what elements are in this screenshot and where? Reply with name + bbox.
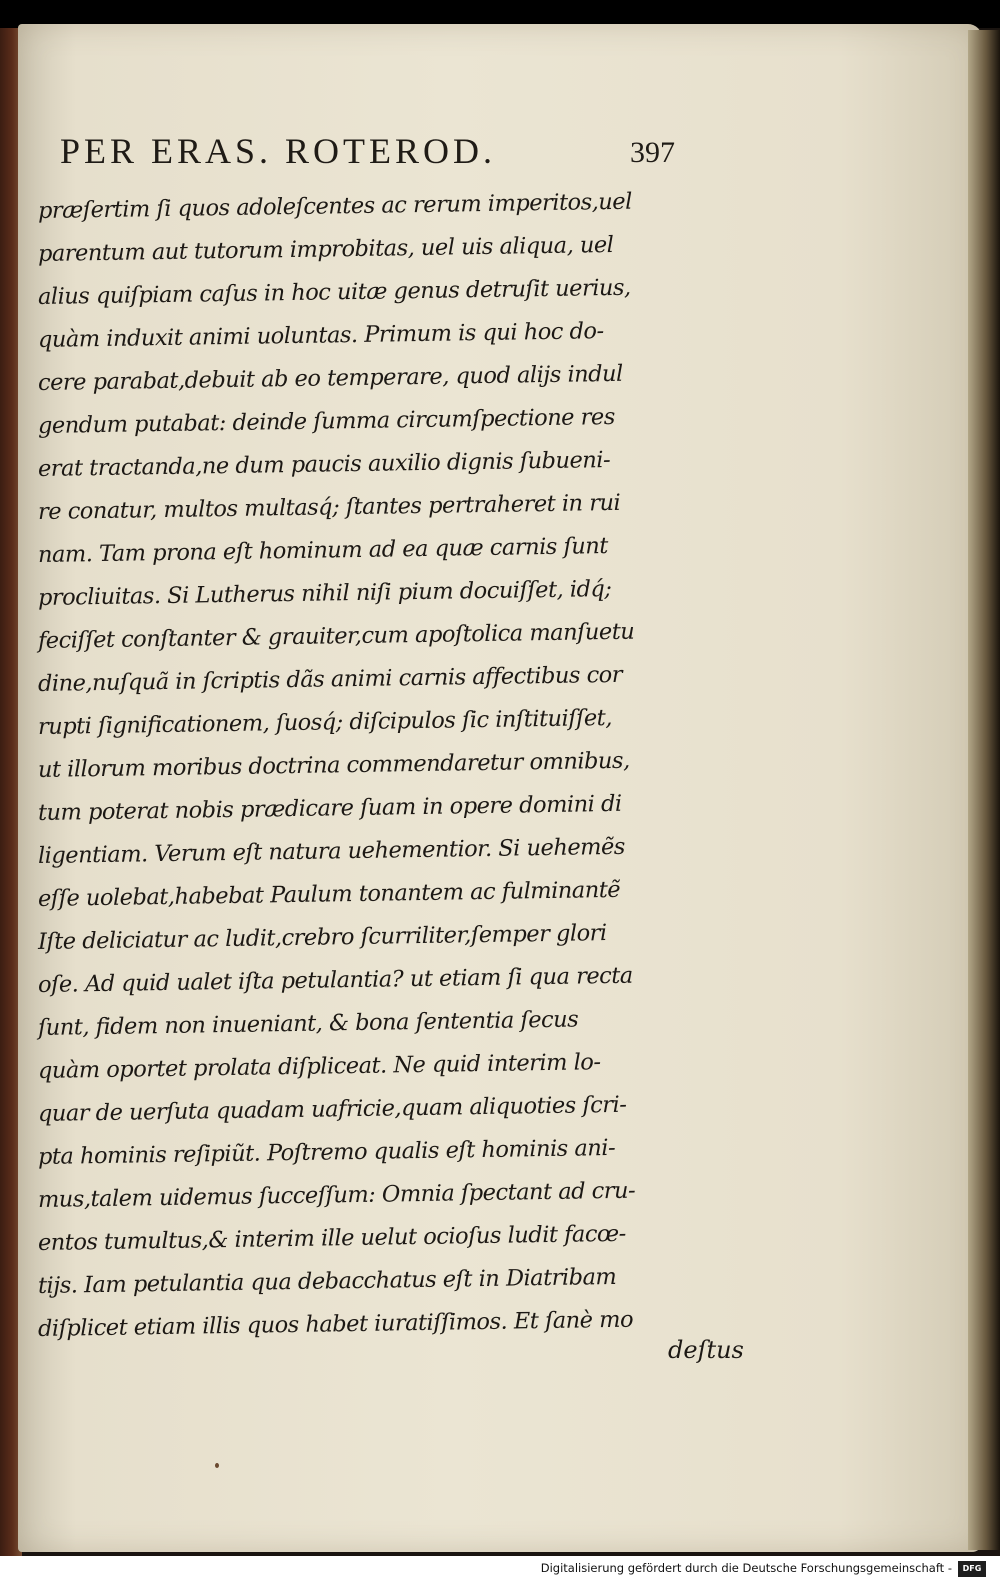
- text-line: gendum putabat: deinde ſumma circumſpectione res: [37, 403, 615, 439]
- running-head: PER ERAS. ROTEROD.: [60, 131, 497, 171]
- text-line: cere parabat,debuit ab eo temperare, quod alijs indul: [37, 360, 623, 396]
- page-number: 397: [630, 136, 675, 169]
- text-line: erat tractanda,ne dum paucis auxilio dignis ſubueni-: [37, 447, 611, 482]
- text-line: parentum aut tutorum improbitas, uel uis aliqua, uel: [37, 231, 614, 267]
- text-line: ut illorum moribus doctrina commendaretur omnibus,: [37, 747, 630, 783]
- ink-speck: [215, 1463, 219, 1468]
- text-line: re conatur, multos multasq́; ſtantes pertraheret in rui: [37, 489, 621, 525]
- digitization-credit: Digitalisierung gefördert durch die Deutsche Forschungsgemeinschaft -: [540, 1561, 952, 1575]
- catchword: deſtus: [668, 1336, 744, 1364]
- text-line: quàm induxit animi uoluntas. Primum is qui hoc do-: [37, 318, 604, 353]
- text-line: rupti ſignificationem, ſuosq́; diſcipulos ſic inſtituiſſet,: [37, 704, 613, 740]
- text-line: diſplicet etiam illis quos habet iuratiſſimos. Et ſanè mo: [37, 1306, 634, 1342]
- text-line: quàm oportet prolata diſpliceat. Ne quid interim lo-: [37, 1049, 601, 1084]
- text-line: eſſe uolebat,habebat Paulum tonantem ac fulminantẽ: [37, 876, 621, 912]
- text-line: ſunt, fidem non inueniant, & bona ſententia ſecus: [37, 1006, 579, 1041]
- body-text: [38, 190, 738, 1351]
- text-line: tum poterat nobis prædicare ſuam in opere domini di: [37, 790, 622, 826]
- text-line: entos tumultus,& interim ille uelut ocioſus ludit facœ-: [37, 1220, 626, 1256]
- text-line: alius quiſpiam caſus in hoc uitæ genus detruſit uerius,: [37, 274, 631, 310]
- dfg-logo: DFG: [958, 1561, 986, 1577]
- text-line: nam. Tam prona eſt hominum ad ea quæ carnis ſunt: [37, 533, 609, 568]
- text-line: pta hominis reſipiũt. Poſtremo qualis eſt hominis ani-: [37, 1134, 616, 1170]
- page-edge-shadow: [968, 30, 1000, 1550]
- text-line: feciſſet conſtanter & grauiter,cum apoſtolica manſuetu: [37, 618, 635, 654]
- text-line: præſertim ſi quos adoleſcentes ac rerum imperitos,uel: [37, 188, 633, 224]
- text-line: dine,nuſquã in ſcriptis dãs animi carnis affectibus cor: [37, 661, 623, 697]
- text-line: Iſte deliciatur ac ludit,crebro ſcurriliter,ſemper glori: [37, 920, 607, 955]
- text-line: oſe. Ad quid ualet iſta petulantia? ut etiam ſi qua recta: [37, 962, 633, 998]
- text-line: quar de uerſuta quadam uafricie,quam aliquoties ſcri-: [37, 1091, 627, 1127]
- text-line: mus,talem uidemus ſucceſſum: Omnia ſpectant ad cru-: [37, 1177, 636, 1213]
- text-line: procliuitas. Si Lutherus nihil niſi pium docuiſſet, idq́;: [37, 575, 612, 611]
- text-line: tijs. Iam petulantia qua debacchatus eſt in Diatribam: [37, 1263, 617, 1299]
- text-line: ligentiam. Verum eſt natura uehementior. Si uehemẽs: [37, 833, 626, 869]
